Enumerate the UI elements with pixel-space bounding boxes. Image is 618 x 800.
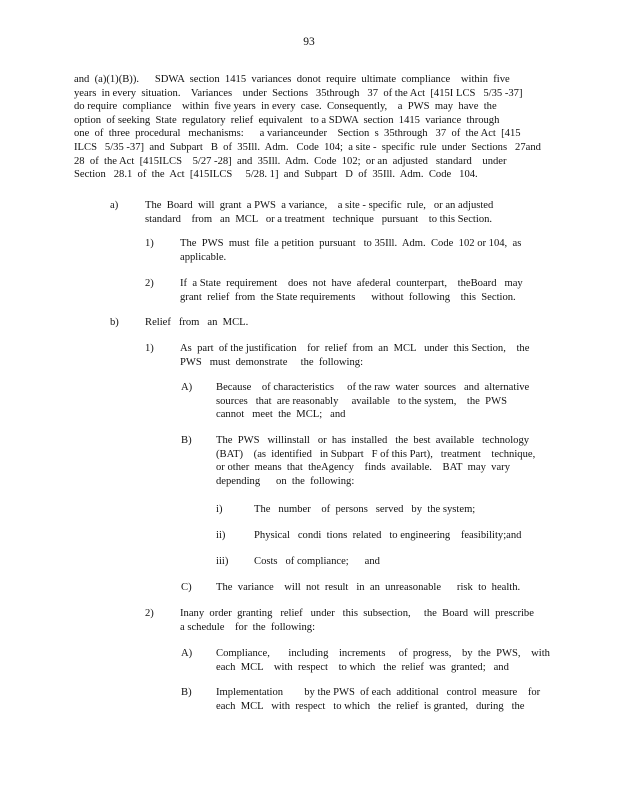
text-line: ILCS 5/35 -37] and Subpart B of 35Ill. Adm. Code 104; a site - specific rule under Sections 27and bbox=[74, 141, 541, 153]
text-line: each MCL with respect to which the relief is granted, during the bbox=[216, 700, 525, 712]
item-label: 2) bbox=[145, 278, 154, 289]
text-line: standard from an MCL or a treatment technique pursuant to this Section. bbox=[145, 213, 493, 225]
item-label: A) bbox=[181, 382, 193, 393]
item-label: B) bbox=[181, 687, 192, 698]
text-line: do require compliance within five years in every case. Consequently, a PWS may have the bbox=[74, 101, 497, 113]
intro-paragraph bbox=[74, 73, 541, 182]
text-line: cannot meet the MCL; and bbox=[216, 409, 346, 421]
text-line: The variance will not result in an unreasonable risk to health. bbox=[216, 582, 521, 593]
text-line: As part of the justification for relief from an MCL under this Section, the bbox=[180, 343, 530, 354]
item-label: C) bbox=[181, 582, 192, 593]
item-label: iii) bbox=[216, 556, 229, 567]
text-line: Because of characteristics of the raw water sources and alternative bbox=[216, 382, 530, 393]
text-line: Relief from an MCL. bbox=[145, 317, 249, 328]
text-line: a schedule for the following: bbox=[180, 621, 316, 633]
text-line: years in every situation. Variances under Sections 35through 37 of the Act [415I LCS 5/35 -37] bbox=[74, 87, 523, 99]
item-label: i) bbox=[216, 504, 223, 515]
item-label: 1) bbox=[145, 238, 154, 249]
item-label: 1) bbox=[145, 343, 154, 354]
item-label: A) bbox=[181, 648, 193, 659]
text-line: PWS must demonstrate the following: bbox=[180, 356, 364, 368]
text-line: (BAT) (as identified in Subpart F of this Part), treatment technique, bbox=[216, 448, 536, 460]
item-label: B) bbox=[181, 435, 192, 446]
text-line: depending on the following: bbox=[216, 475, 355, 487]
item-label: 2) bbox=[145, 608, 154, 619]
text-line: Section 28.1 of the Act [415ILCS 5/28. 1] and Subpart D of 35Ill. Adm. Code 104. bbox=[74, 169, 478, 181]
item-label: a) bbox=[110, 200, 119, 211]
text-line: The Board will grant a PWS a variance, a site - specific rule, or an adjusted bbox=[145, 200, 494, 211]
text-line: Inany order granting relief under this subsection, the Board will prescribe bbox=[180, 608, 534, 619]
text-line: The number of persons served by the system; bbox=[254, 504, 476, 515]
text-line: Costs of compliance; and bbox=[254, 556, 380, 567]
text-line: applicable. bbox=[180, 251, 227, 263]
item-label: b) bbox=[110, 317, 119, 328]
text-line: sources that are reasonably available to the system, the PWS bbox=[216, 395, 507, 407]
text-line: The PWS must file a petition pursuant to 35Ill. Adm. Code 102 or 104, as bbox=[180, 238, 522, 249]
page-number: 93 bbox=[303, 36, 315, 48]
text-line: or other means that theAgency finds available. BAT may vary bbox=[216, 462, 510, 474]
text-line: option of seeking State regulatory relief equivalent to a SDWA section 1415 variance through bbox=[74, 114, 500, 126]
text-line: 28 of the Act [415ILCS 5/27 -28] and 35Ill. Adm. Code 102; or an adjusted standard under bbox=[74, 155, 507, 167]
text-line: Compliance, including increments of progress, by the PWS, with bbox=[216, 648, 550, 659]
text-line: each MCL with respect to which the relief was granted; and bbox=[216, 661, 509, 673]
text-line: grant relief from the State requirements without following this Section. bbox=[180, 291, 516, 303]
item-label: ii) bbox=[216, 530, 226, 541]
text-line: one of three procedural mechanisms: a varianceunder Section s 35through 37 of the Act [415 bbox=[74, 128, 521, 140]
text-line: Implementation by the PWS of each additional control measure for bbox=[216, 687, 541, 698]
text-line: The PWS willinstall or has installed the best available technology bbox=[216, 435, 530, 446]
text-line: and (a)(1)(B)). SDWA section 1415 variances donot require ultimate compliance within five bbox=[74, 74, 510, 85]
text-line: If a State requirement does not have afederal counterpart, theBoard may bbox=[180, 278, 523, 289]
text-line: Physical condi tions related to engineering feasibility;and bbox=[254, 530, 522, 541]
